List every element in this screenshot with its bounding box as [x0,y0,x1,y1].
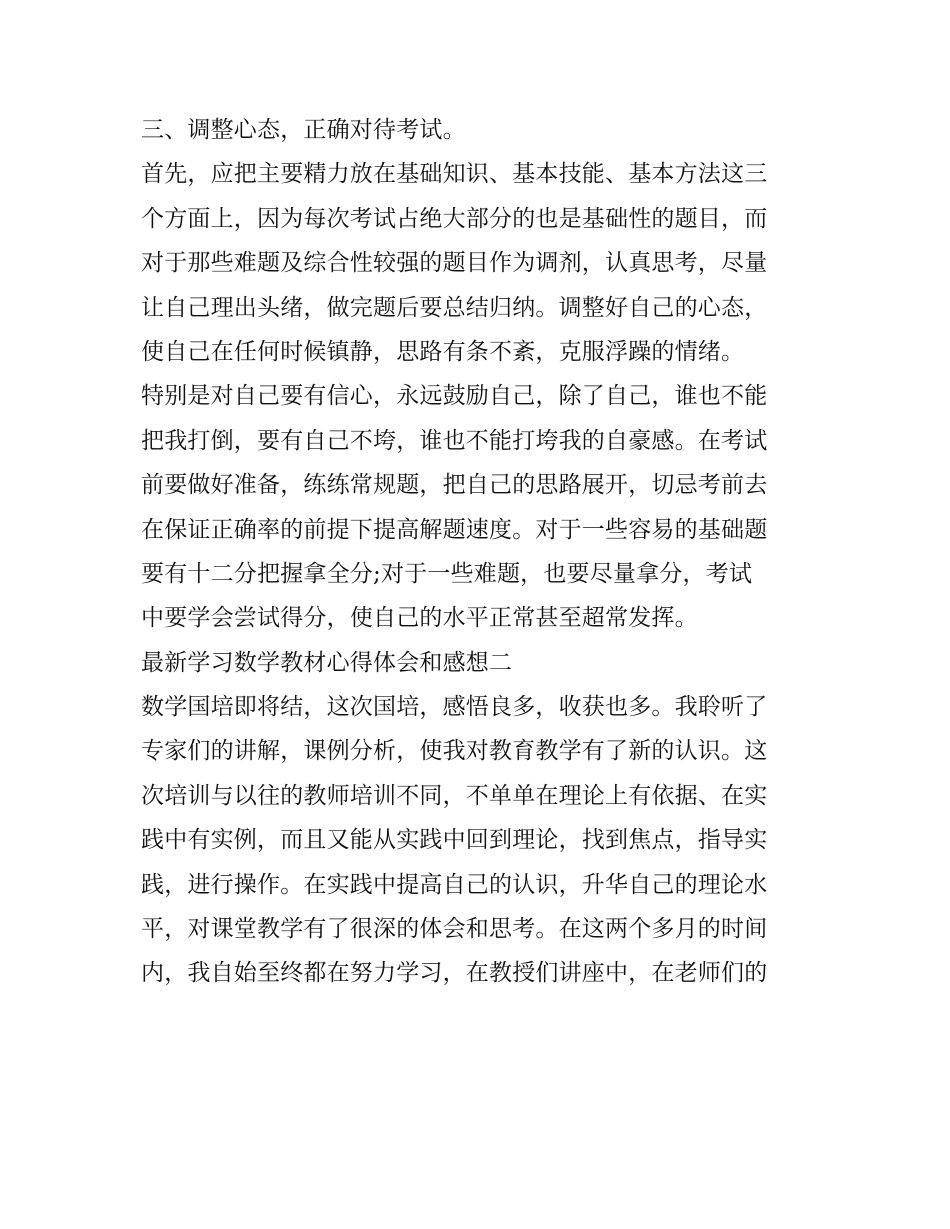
text-line: 专家们的讲解，课例分析，使我对教育教学有了新的认识。这 [141,738,768,765]
text-line: 把我打倒，要有自己不垮，谁也不能打垮我的自豪感。在考试 [141,427,768,454]
text-line: 三、调整心态，正确对待考试。 [141,117,466,143]
text-line: 平，对课堂教学有了很深的体会和思考。在这两个多月的时间 [141,916,768,943]
text-line: 使自己在任何时候镇静，思路有条不紊，克服浮躁的情绪。 [141,338,745,365]
text-line: 次培训与以往的教师培训不同，不单单在理论上有依据、在实 [141,782,768,809]
document-body [141,108,821,996]
text-line: 践中有实例，而且又能从实践中回到理论，找到焦点，指导实 [141,827,768,854]
text-line: 让自己理出头绪，做完题后要总结归纳。调整好自己的心态， [141,294,768,321]
text-line: 内，我自始至终都在努力学习，在教授们讲座中，在老师们的 [141,960,768,987]
section-heading: 最新学习数学教材心得体会和感想二 [141,649,513,676]
text-line: 前要做好准备，练练常规题，把自己的思路展开，切忌考前去 [141,472,768,499]
text-line: 数学国培即将结，这次国培，感悟良多，收获也多。我聆听了 [141,694,768,721]
text-line: 中要学会尝试得分，使自己的水平正常甚至超常发挥。 [141,605,698,632]
text-line: 践，进行操作。在实践中提高自己的认识，升华自己的理论水 [141,871,768,898]
text-line: 个方面上，因为每次考试占绝大部分的也是基础性的题目，而 [141,205,768,232]
text-line: 首先，应把主要精力放在基础知识、基本技能、基本方法这三 [141,161,768,188]
text-line: 特别是对自己要有信心，永远鼓励自己，除了自己，谁也不能 [141,383,768,410]
text-line: 在保证正确率的前提下提高解题速度。对于一些容易的基础题 [141,516,768,543]
text-line: 对于那些难题及综合性较强的题目作为调剂，认真思考，尽量 [141,250,768,277]
text-line: 要有十二分把握拿全分;对于一些难题，也要尽量拿分，考试 [141,560,753,587]
